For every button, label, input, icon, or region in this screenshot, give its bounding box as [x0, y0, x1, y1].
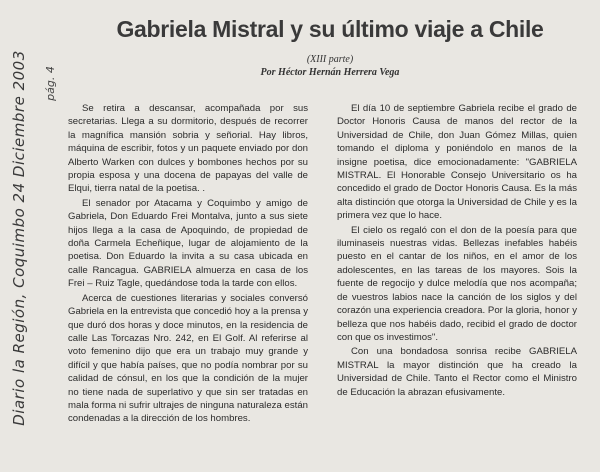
- paragraph: Con una bondadosa sonrisa recibe GABRIELA MISTRAL la mayor distinción que ha creado la Universidad de Chile. Tanto el Rector como el Ministro de Educación la abrazan efusivamente.: [337, 346, 577, 398]
- page-number-text: pág. 4: [43, 65, 57, 101]
- paragraph: El día 10 de septiembre Gabriela recibe el grado de Doctor Honoris Causa de manos del rector de la Universidad de Chile, don Juan Gómez Millas, quien tomando el diploma y poniéndolo en manos de la insigne poetisa, dice emocionadamente: "GABRIELA MISTRAL. El Honorable Consejo Universitario os ha concedido el grado de Doctor Honoris Causa. Es la más alta distinción que otorga la Universidad de Chile y es la primera vez que lo hace.: [337, 103, 577, 222]
- left-column: [68, 102, 308, 427]
- paragraph: El cielo os regaló con el don de la poesía para que iluminaseis nuestras vidas. Bellezas inefables habéis puesto en el cantar de los niños, en el amor de los adolescentes, en las tareas de los mayores. Sois la fuente de regocijo y dulce melodía que nos acompaña; de vuestros labios nace la canción de los siglos y del corazón una experiencia creadora. Por la gloria, honor y belleza que nos habéis dado, recibid el grado de doctor con que os investimos".: [337, 224, 577, 343]
- handwritten-source-note: [2, 8, 36, 468]
- right-column: [337, 102, 577, 400]
- handwritten-page-number: [40, 48, 60, 118]
- article-byline: Por Héctor Hernán Herrera Vega: [260, 67, 400, 78]
- paragraph: Se retira a descansar, acompañada por sus secretarias. Llega a su dormitorio, después de recorrer la magnífica mansión sobria y señorial. Hay libros, máquina de escribir, fotos y un paquete enviado por don Alberto Warken con dulces y bombones hechos por su propia esposa y una docena de papayas del valle de Elqui, tierra natal de la poetisa. .: [68, 103, 308, 195]
- article-title: Gabriela Mistral y su último viaje a Chile: [116, 16, 544, 42]
- source-note-text: Diario la Región, Coquimbo 24 Diciembre 2003: [10, 50, 28, 426]
- paragraph: Acerca de cuestiones literarias y sociales conversó Gabriela en la entrevista que concedió hoy a la prensa y que duró dos horas y doce minutos, en la residencia de calle Las Torcazas Nro. 242, en El Golf. Al referirse al voto femenino dijo que era un trabajo muy grande y difícil y que había países, que no podía nombrar por su calidad de cónsul, en los que la condición de la mujer no tiene nada de superlativo y que sin ser tratadas en mala forma ni sufrir ultrajes de ninguna naturaleza están condenadas a la dirección de los hombres.: [68, 292, 308, 425]
- paragraph: El senador por Atacama y Coquimbo y amigo de Gabriela, Don Eduardo Frei Montalva, junto a sus siete hijos llega a la casa de Apoquindo, de propiedad de doña Carmela Echeñique, lugar de alojamiento de la poetisa. Don Eduardo la invita a su casa ubicada en calle Rancagua. GABRIELA almuerza en casa de los Frei – Ruiz Tagle, quedándose toda la tarde con ellos.: [68, 197, 308, 290]
- article-part: (XIII parte): [306, 54, 354, 65]
